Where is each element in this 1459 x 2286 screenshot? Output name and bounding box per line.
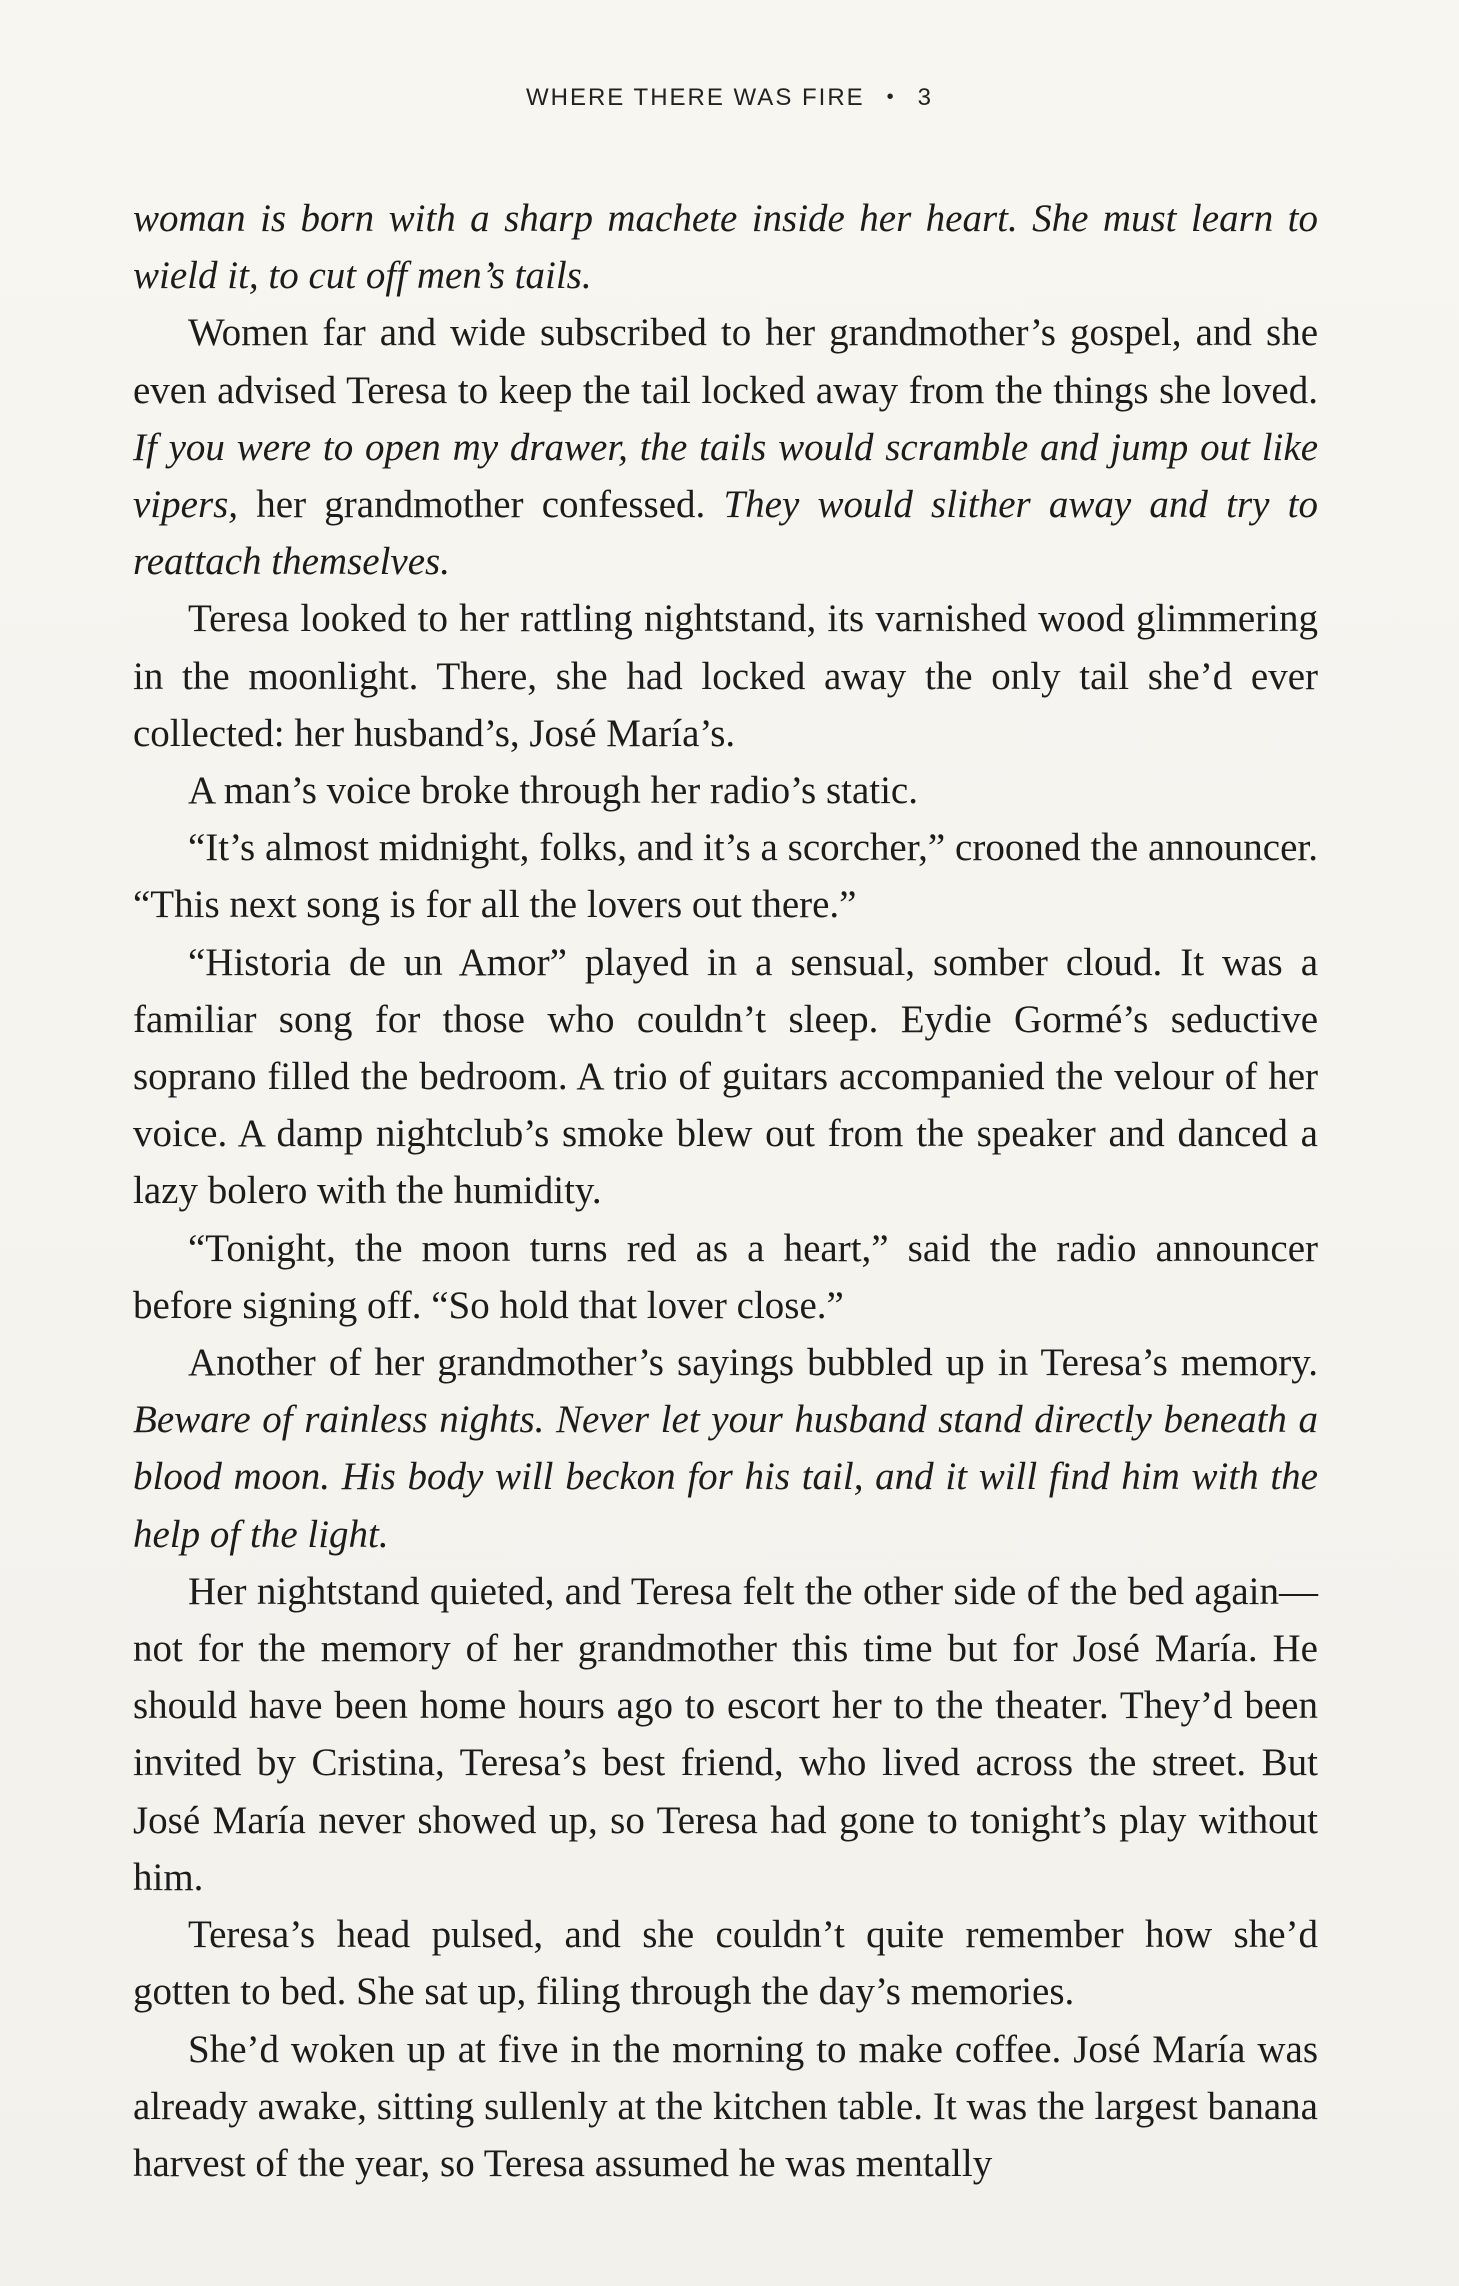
text-run: A man’s voice broke through her radio’s static. — [188, 769, 918, 813]
text-run: “Tonight, the moon turns red as a heart,” said the radio announcer before signing off. “So hold that lover close.” — [133, 1226, 1318, 1327]
paragraph — [133, 304, 1318, 590]
text-run: “Historia de un Amor” played in a sensual, somber cloud. It was a familiar song for those who couldn’t sleep. Eydie Gormé’s seductive soprano filled the bedroom. A trio of guitars accompanied the velour of her voice. A damp nightclub’s smoke blew out from the speaker and danced a lazy bolero with the humidity. — [133, 940, 1318, 1213]
italic-text: They would slither away and try to reattach themselves. — [133, 483, 1318, 584]
paragraph — [133, 762, 1318, 819]
text-run: Teresa looked to her rattling nightstand, its varnished wood glimmering in the moonlight. There, she had locked away the only tail she’d ever collected: her husband’s, José María’s. — [133, 597, 1318, 755]
paragraph — [133, 590, 1318, 762]
text-run: She’d woken up at five in the morning to make coffee. José María was already awake, sitting sullenly at the kitchen table. It was the largest banana harvest of the year, so Teresa assumed he was mentally — [133, 2027, 1318, 2185]
italic-text: If you were to open my drawer, the tails would scramble and jump out like vipers, — [133, 425, 1318, 527]
italic-text: Beware of rainless nights. Never let your husband stand directly beneath a blood moon. His body will beckon for his tail, and it will find him with the help of the light. — [133, 1398, 1318, 1556]
paragraph — [133, 1906, 1318, 2020]
italic-text: woman is born with a sharp machete inside her heart. She must learn to wield it, to cut off men’s tails. — [133, 197, 1318, 298]
page-number: 3 — [917, 84, 934, 111]
text-run: Her nightstand quieted, and Teresa felt the other side of the bed again—not for the memory of her grandmother this time but for José María. He should have been home hours ago to escort her to the theater. They’d been invited by Cristina, Teresa’s best friend, who lived across the street. But José María never showed up, so Teresa had gone to tonight’s play without him. — [133, 1569, 1318, 1899]
paragraph — [133, 1563, 1318, 1906]
text-run: her grandmother confessed. — [238, 483, 724, 527]
paragraph — [133, 819, 1318, 933]
paragraph — [133, 2021, 1318, 2193]
text-run: Teresa’s head pulsed, and she couldn’t quite remember how she’d gotten to bed. She sat up, filing through the day’s memories. — [133, 1913, 1318, 2014]
running-head-title: WHERE THERE WAS FIRE — [525, 84, 865, 111]
text-run: Women far and wide subscribed to her grandmother’s gospel, and she even advised Teresa to keep the tail locked away from the things she loved. — [133, 311, 1318, 412]
running-header — [0, 84, 1459, 112]
body-text — [133, 190, 1318, 2192]
paragraph — [133, 1220, 1318, 1334]
paragraph — [133, 190, 1318, 304]
paragraph — [133, 1334, 1318, 1563]
text-run: “It’s almost midnight, folks, and it’s a scorcher,” crooned the announcer. “This next song is for all the lovers out there.” — [133, 826, 1318, 927]
header-separator: • — [886, 86, 896, 108]
text-run: Another of her grandmother’s sayings bubbled up in Teresa’s memory. — [188, 1341, 1318, 1385]
paragraph — [133, 934, 1318, 1220]
